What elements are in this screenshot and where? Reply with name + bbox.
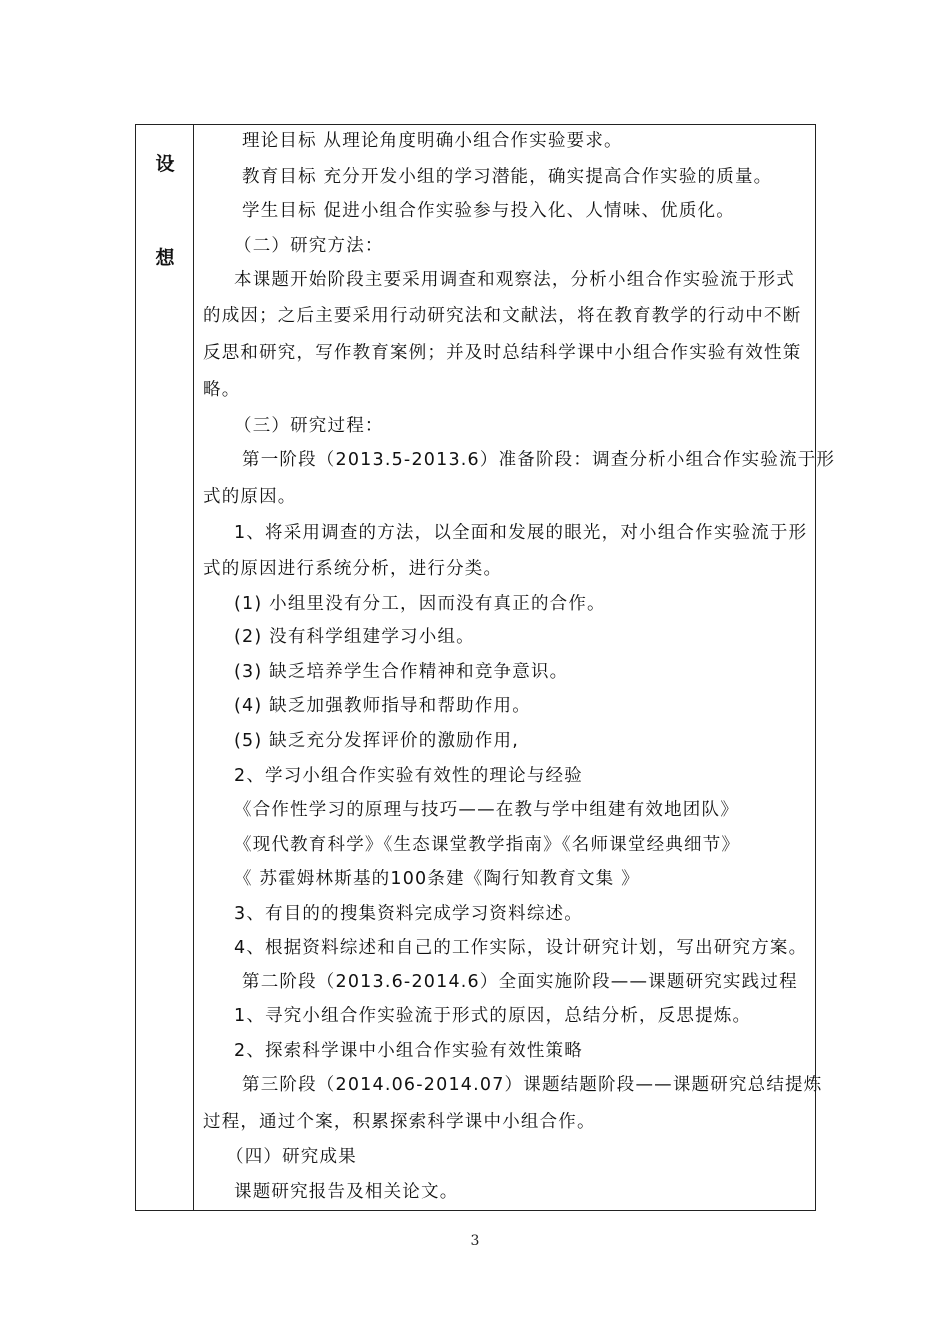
list-item: (3) 缺乏培养学生合作精神和竞争意识。 [234,662,569,682]
text-line: 式的原因进行系统分析，进行分类。 [203,559,503,579]
text-line: 课题研究报告及相关论文。 [234,1182,459,1202]
side-label-column [136,125,194,1210]
list-item: (5) 缺乏充分发挥评价的激励作用, [234,731,520,751]
section-heading: （四）研究成果 [226,1147,357,1167]
reference-line: 《 苏霍姆林斯基的100条建《陶行知教育文集 》 [234,869,640,889]
content-table [135,124,836,1211]
text-line: 本课题开始阶段主要采用调查和观察法，分析小组合作实验流于形式 [234,270,795,290]
reference-line: 《合作性学习的原理与技巧——在教与学中组建有效地团队》 [234,800,739,820]
section-heading: （二）研究方法： [234,236,384,256]
text-line: 2、探索科学课中小组合作实验有效性策略 [234,1041,583,1061]
text-line: 4、根据资料综述和自己的工作实际，设计研究计划，写出研究方案。 [234,938,808,958]
text-line: 学生目标 促进小组合作实验参与投入化、人情味、优质化。 [242,201,735,221]
text-line: 的成因；之后主要采用行动研究法和文献法，将在教育教学的行动中不断 [203,306,802,326]
text-line: 略。 [203,380,241,400]
text-line: 第三阶段（2014.06-2014.07）课题结题阶段——课题研究总结提炼 [242,1075,823,1095]
side-label-char-2: 想 [155,247,175,269]
text-line: 式的原因。 [203,487,297,507]
side-label-char-1: 设 [155,153,175,175]
list-item: (4) 缺乏加强教师指导和帮助作用。 [234,696,531,716]
content-cell [194,125,836,1210]
text-line: 1、将采用调查的方法，以全面和发展的眼光，对小组合作实验流于形 [234,523,808,543]
text-line: 2、学习小组合作实验有效性的理论与经验 [234,766,583,786]
page-number: 3 [470,1233,480,1249]
reference-line: 《现代教育科学》《生态课堂教学指南》《名师课堂经典细节》 [234,835,741,855]
text-line: 理论目标 从理论角度明确小组合作实验要求。 [242,131,623,151]
text-line: 反思和研究，写作教育案例；并及时总结科学课中小组合作实验有效性策 [203,343,802,363]
text-line: 1、寻究小组合作实验流于形式的原因，总结分析，反思提炼。 [234,1006,752,1026]
text-line: 第一阶段（2013.5-2013.6）准备阶段：调查分析小组合作实验流于形 [242,450,836,470]
text-line: 3、有目的的搜集资料完成学习资料综述。 [234,904,583,924]
list-item: (1) 小组里没有分工，因而没有真正的合作。 [234,594,606,614]
section-heading: （三）研究过程： [234,416,384,436]
text-line: 教育目标 充分开发小组的学习潜能，确实提高合作实验的质量。 [242,167,773,187]
text-line: 第二阶段（2013.6-2014.6）全面实施阶段——课题研究实践过程 [242,972,798,992]
list-item: (2) 没有科学组建学习小组。 [234,627,475,647]
text-line: 过程，通过个案，积累探索科学课中小组合作。 [203,1112,596,1132]
